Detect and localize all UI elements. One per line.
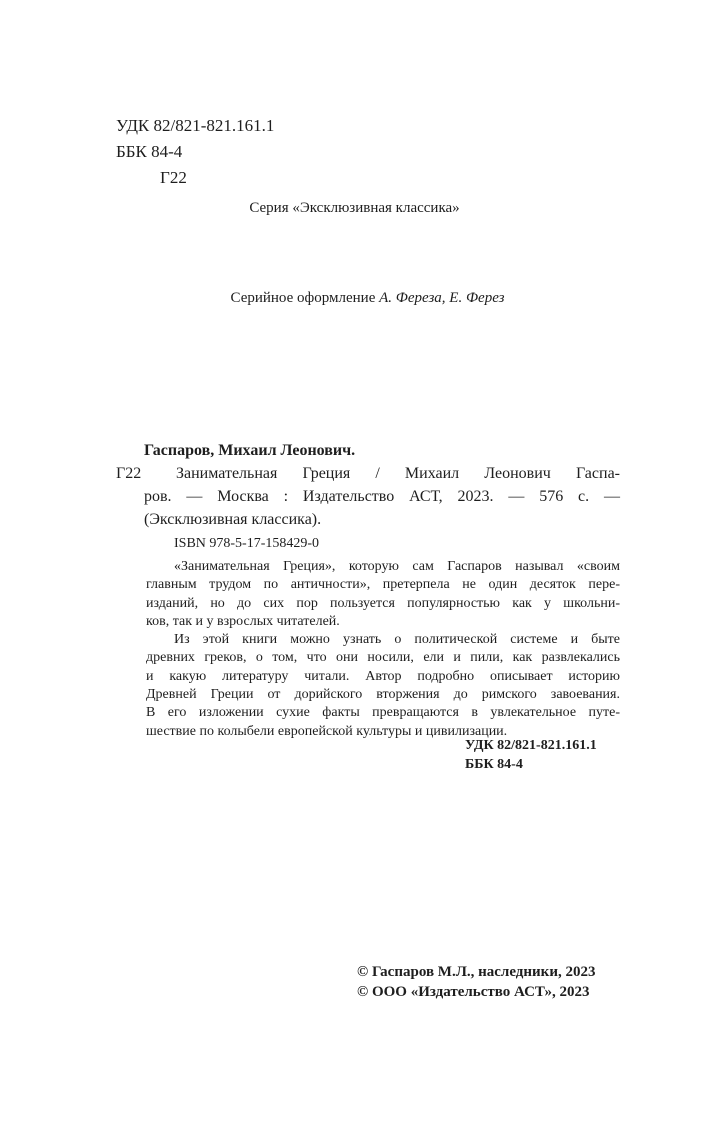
- card-code: Г22: [116, 465, 142, 482]
- annotation-line: В его изложении сухие факты превращаются в увлекательное путе-: [146, 705, 620, 721]
- author-sign: Г22: [160, 168, 187, 187]
- copyright-publisher: © ООО «Издательство АСТ», 2023: [357, 984, 590, 1000]
- bbk-code: ББК 84-4: [465, 757, 523, 772]
- annotation-line: древних греков, о том, что они носили, ели и пили, как развлекались: [146, 650, 620, 666]
- isbn: ISBN 978-5-17-158429-0: [174, 536, 320, 551]
- series-design-label: Серийное оформление: [230, 290, 380, 306]
- bib-line: (Эксклюзивная классика).: [144, 511, 322, 528]
- bib-line: Занимательная Греция / Михаил Леонович Гаспа-: [176, 465, 620, 482]
- bib-line: ров. — Москва : Издательство АСТ, 2023. — 576 с. —: [144, 488, 620, 505]
- card-author: Гаспаров, Михаил Леонович.: [144, 442, 356, 459]
- header-classification-codes: [116, 113, 274, 191]
- copyright-author: © Гаспаров М.Л., наследники, 2023: [357, 964, 596, 980]
- annotation-line: Древней Греции от дорийского вторжения до римского завоевания.: [146, 687, 620, 703]
- annotation: [146, 558, 620, 741]
- annotation-line: шествие по колыбели европейской культуры и цивилизации.: [146, 723, 508, 739]
- annotation-line: Из этой книги можно узнать о политической системе и быте: [174, 632, 620, 648]
- annotation-line: главным трудом по античности», претерпела не один десяток пере-: [146, 577, 620, 593]
- card-entry: [116, 462, 620, 531]
- udk-code: УДК 82/821-821.161.1: [465, 738, 597, 753]
- annotation-line: ков, так и у взрослых читателей.: [146, 613, 340, 629]
- catalog-card: [116, 440, 620, 555]
- footer-classification-codes: [465, 736, 597, 774]
- annotation-line: и какую литературу читали. Автор подробно описывает историю: [146, 668, 620, 684]
- bibliographic-description: [116, 462, 620, 531]
- bbk-code: ББК 84-4: [116, 142, 183, 161]
- series-designers: А. Фереза, Е. Ферез: [379, 290, 505, 306]
- annotation-line: изданий, но до сих пор пользуется популярностью как у школьни-: [146, 595, 620, 611]
- series-title: Серия «Эксклюзивная классика»: [249, 200, 460, 216]
- series-design-credit: [0, 290, 709, 307]
- udk-code: УДК 82/821-821.161.1: [116, 116, 275, 135]
- annotation-line: «Занимательная Греция», которую сам Гаспаров называл «своим: [174, 559, 620, 574]
- copyright-block: [357, 962, 595, 1002]
